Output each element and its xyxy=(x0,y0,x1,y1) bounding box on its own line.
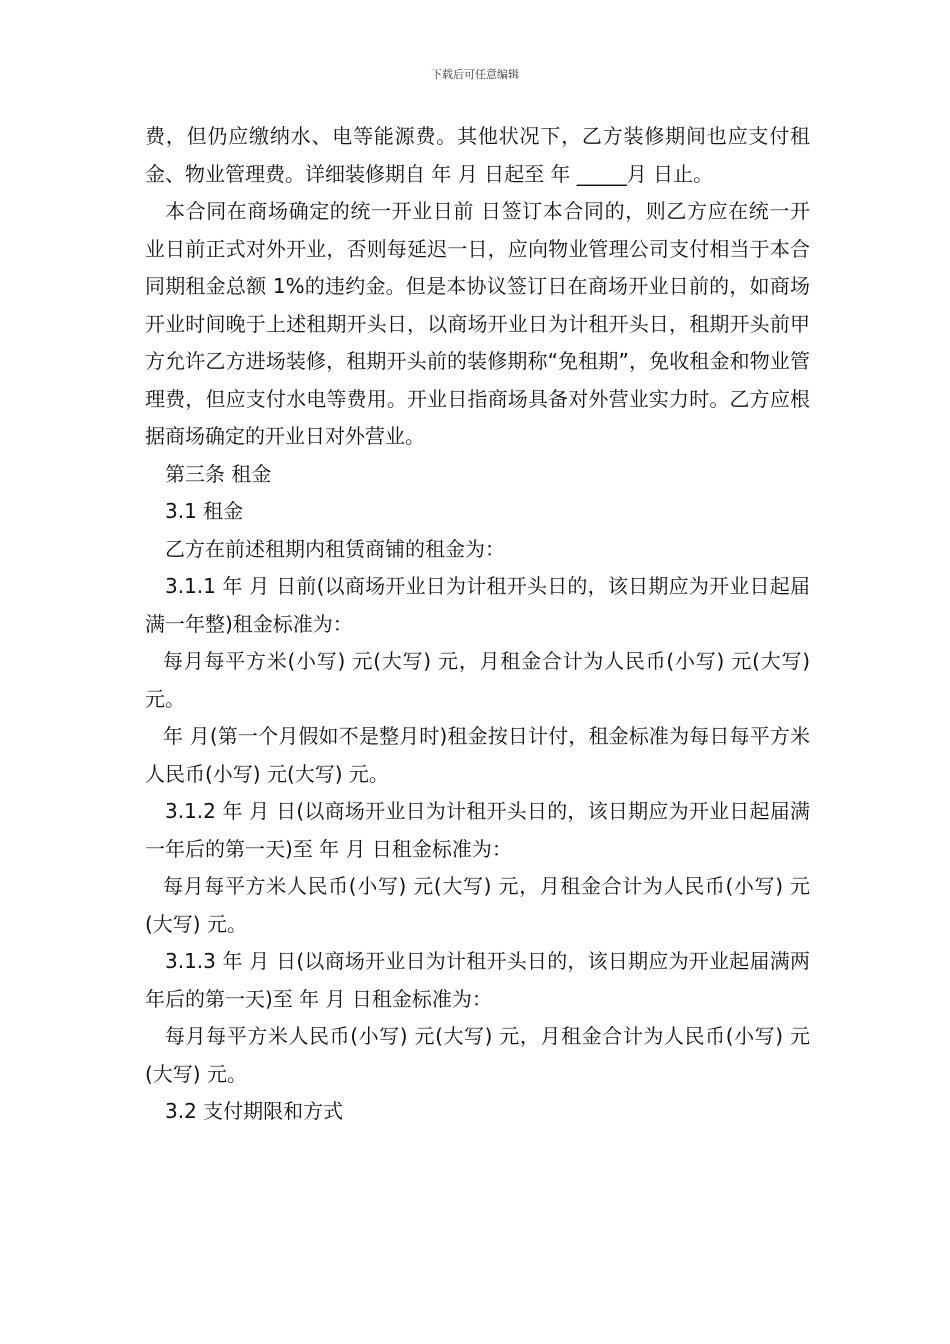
page-header: 下载后可任意编辑 xyxy=(431,68,519,81)
paragraph-monthly-rent-3: 每月每平方米人民币(小写) 元(大写) 元，月租金合计为人民币(小写) 元(大写) 元。 xyxy=(145,1024,810,1086)
document-body xyxy=(145,118,817,1131)
paragraph-rent-intro: 乙方在前述租期内租赁商铺的租金为： xyxy=(165,536,505,561)
clause-3-1-1: 3.1.1 年 月 日前(以商场开业日为计租开头日的，该日期应为开业日起届满一年整)租金标准为： xyxy=(145,574,810,636)
section-heading-3-1: 3.1 租金 xyxy=(165,499,244,523)
paragraph-opening-day: 本合同在商场确定的统一开业日前 日签订本合同的，则乙方应在统一开业日前正式对外开业，否则每延迟一日，应向物业管理公司支付相当于本合同期租金总额 1%的违约金。但是本协议签订日在商场开业日前的，如商场开业时间晚于上述租期开头日，以商场开业日为计租开头日，租期开头前甲方允许乙方进场装修，租期开头前的装修期称“免租期”，免收租金和物业管理费，但应支付水电等费用。开业日指商场具备对外营业实力时。乙方应根据商场确定的开业日对外营业。 xyxy=(145,199,810,448)
paragraph-monthly-rent-1: 每月每平方米(小写) 元(大写) 元，月租金合计为人民币(小写) 元(大写) 元。 xyxy=(145,649,817,711)
section-heading-3-2: 3.2 支付期限和方式 xyxy=(165,1099,344,1123)
paragraph-daily-rent: 年 月(第一个月假如不是整月时)租金按日计付，租金标准为每日每平方米人民币(小写) 元(大写) 元。 xyxy=(145,724,810,786)
clause-3-1-3: 3.1.3 年 月 日(以商场开业日为计租开头日的，该日期应为开业起届满两年后的第一天)至 年 月 日租金标准为： xyxy=(145,949,810,1011)
clause-3-1-2: 3.1.2 年 月 日(以商场开业日为计租开头日的，该日期应为开业日起届满一年后的第一天)至 年 月 日租金标准为： xyxy=(145,799,810,861)
paragraph-renovation-period: 费，但仍应缴纳水、电等能源费。其他状况下，乙方装修期间也应支付租金、物业管理费。详细装修期自 年 月 日起至 年 _____月 日止。 xyxy=(145,124,810,186)
article-heading-rent: 第三条 租金 xyxy=(165,461,272,486)
paragraph-monthly-rent-2: 每月每平方米人民币(小写) 元(大写) 元，月租金合计为人民币(小写) 元(大写) 元。 xyxy=(145,874,810,936)
